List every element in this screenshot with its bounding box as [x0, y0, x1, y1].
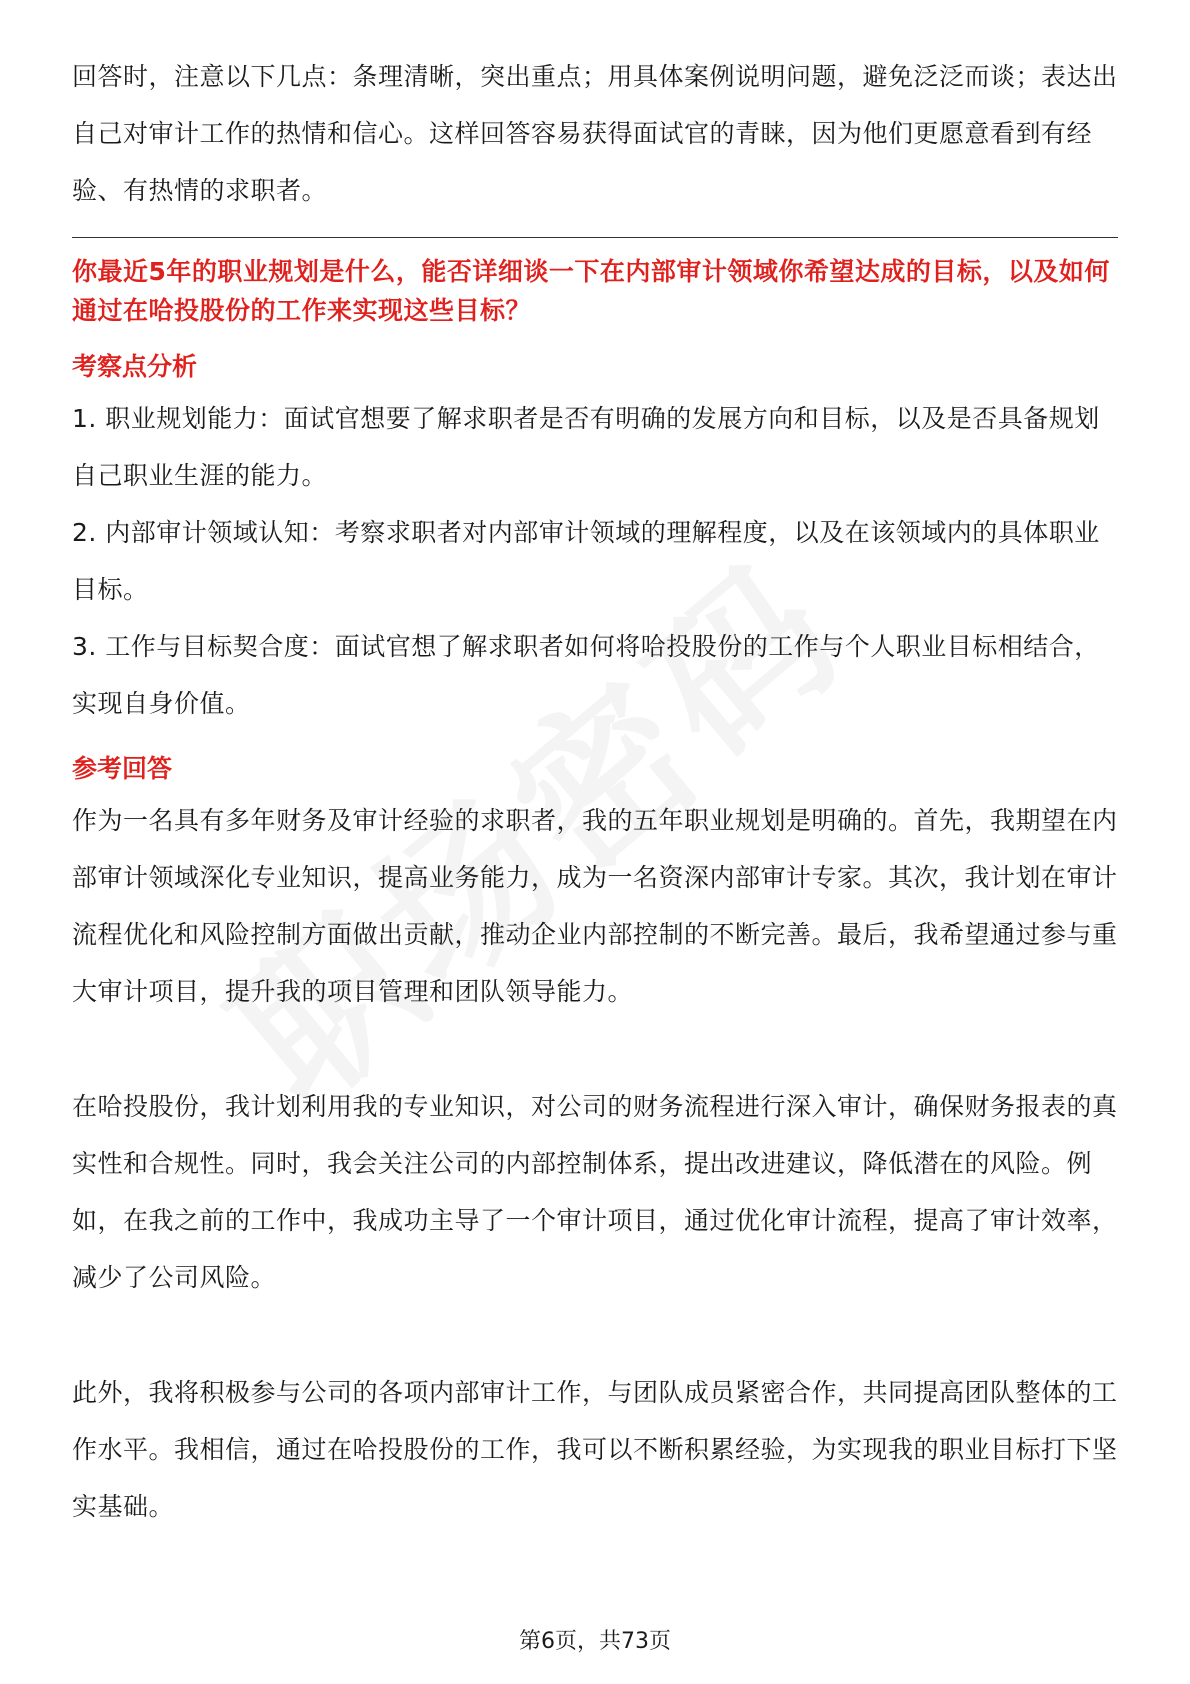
page-content — [72, 48, 1118, 1535]
answer-paragraph-3: 此外，我将积极参与公司的各项内部审计工作，与团队成员紧密合作，共同提高团队整体的工作水平。我相信，通过在哈投股份的工作，我可以不断积累经验，为实现我的职业目标打下坚实基础。 — [72, 1378, 1118, 1521]
answer-paragraph-1: 作为一名具有多年财务及审计经验的求职者，我的五年职业规划是明确的。首先，我期望在内部审计领域深化专业知识，提高业务能力，成为一名资深内部审计专家。其次，我计划在审计流程优化和风险控制方面做出贡献，推动企业内部控制的不断完善。最后，我希望通过参与重大审计项目，提升我的项目管理和团队领导能力。 — [72, 806, 1118, 1006]
intro-paragraph: 回答时，注意以下几点：条理清晰，突出重点；用具体案例说明问题，避免泛泛而谈；表达出自己对审计工作的热情和信心。这样回答容易获得面试官的青睐，因为他们更愿意看到有经验、有热情的求职者。 — [72, 62, 1118, 205]
analysis-title: 考察点分析 — [72, 352, 198, 381]
answer-paragraph-2: 在哈投股份，我计划利用我的专业知识，对公司的财务流程进行深入审计，确保财务报表的真实性和合规性。同时，我会关注公司的内部控制体系，提出改进建议，降低潜在的风险。例如，在我之前的工作中，我成功主导了一个审计项目，通过优化审计流程，提高了审计效率，减少了公司风险。 — [72, 1092, 1118, 1292]
analysis-item-3: 3. 工作与目标契合度：面试官想了解求职者如何将哈投股份的工作与个人职业目标相结合，实现自身价值。 — [72, 632, 1100, 718]
question-heading: 你最近5年的职业规划是什么，能否详细谈一下在内部审计领域你希望达成的目标，以及如何通过在哈投股份的工作来实现这些目标？ — [72, 257, 1110, 325]
analysis-item-1: 1. 职业规划能力：面试官想要了解求职者是否有明确的发展方向和目标，以及是否具备规划自己职业生涯的能力。 — [72, 404, 1100, 490]
analysis-item-2: 2. 内部审计领域认知：考察求职者对内部审计领域的理解程度，以及在该领域内的具体职业目标。 — [72, 518, 1100, 604]
page-number-footer: 第6页，共73页 — [519, 1629, 671, 1654]
answer-title: 参考回答 — [72, 754, 173, 783]
paragraph-spacer — [72, 1306, 1118, 1364]
section-divider — [72, 237, 1118, 238]
paragraph-spacer — [72, 1020, 1118, 1078]
